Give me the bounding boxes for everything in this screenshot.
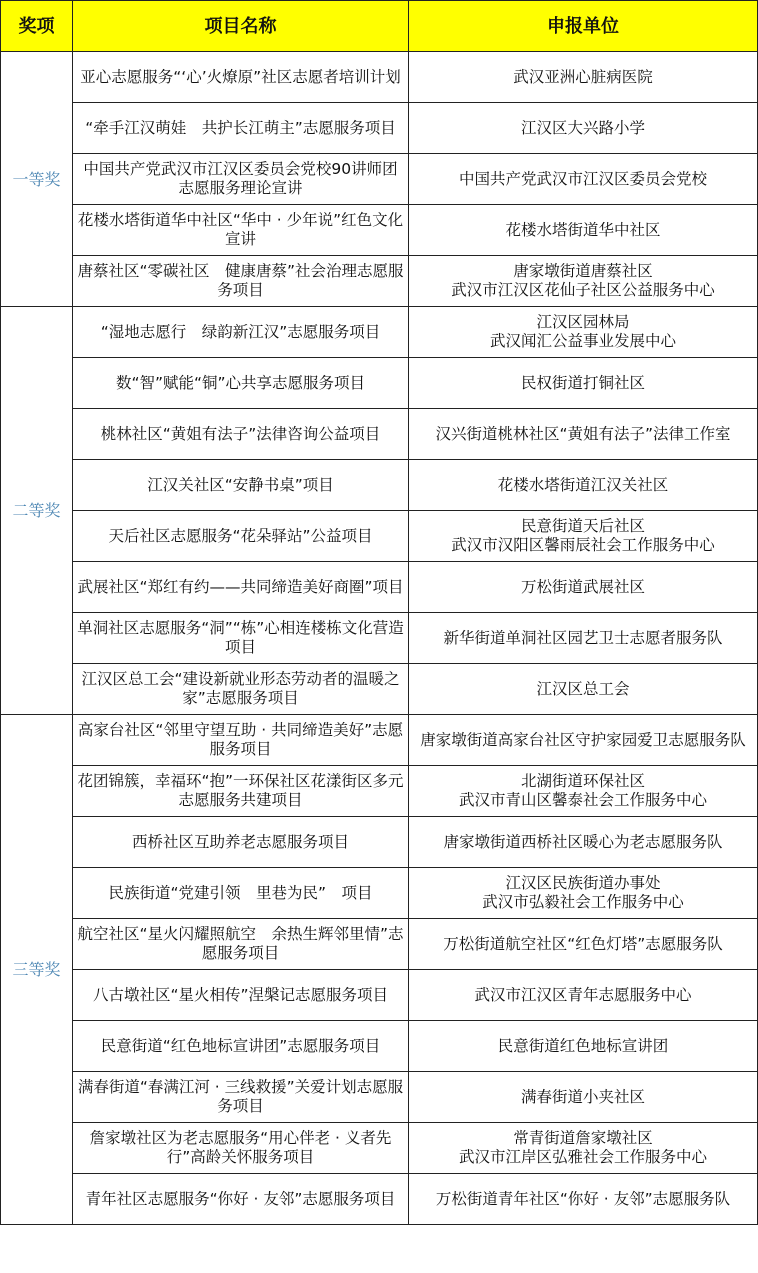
applicant-unit-cell: 唐家墩街道唐蔡社区 武汉市江汉区花仙子社区公益服务中心 (409, 256, 758, 307)
project-name-cell: 花楼水塔街道华中社区“华中 · 少年说”红色文化宣讲 (73, 205, 409, 256)
table-body (1, 52, 758, 1225)
table-row (1, 868, 758, 919)
table-row (1, 511, 758, 562)
table-row (1, 205, 758, 256)
project-name-cell: “牵手江汉萌娃 共护长江萌主”志愿服务项目 (73, 103, 409, 154)
applicant-unit-cell: 常青街道詹家墩社区 武汉市江岸区弘雅社会工作服务中心 (409, 1123, 758, 1174)
table-row (1, 256, 758, 307)
project-name-cell: 詹家墩社区为老志愿服务“用心伴老 · 义者先行”高龄关怀服务项目 (73, 1123, 409, 1174)
project-name-cell: 武展社区“郑红有约——共同缔造美好商圈”项目 (73, 562, 409, 613)
project-name-cell: 青年社区志愿服务“你好 · 友邻”志愿服务项目 (73, 1174, 409, 1225)
applicant-unit-cell: 江汉区总工会 (409, 664, 758, 715)
project-name-cell: 八古墩社区“星火相传”涅槃记志愿服务项目 (73, 970, 409, 1021)
applicant-unit-cell: 唐家墩街道西桥社区暖心为老志愿服务队 (409, 817, 758, 868)
table-row (1, 154, 758, 205)
project-name-cell: 民意街道“红色地标宣讲团”志愿服务项目 (73, 1021, 409, 1072)
project-name-cell: 天后社区志愿服务“花朵驿站”公益项目 (73, 511, 409, 562)
applicant-unit-cell: 江汉区园林局 武汉闻汇公益事业发展中心 (409, 307, 758, 358)
applicant-unit-cell: 武汉亚洲心脏病医院 (409, 52, 758, 103)
applicant-unit-cell: 汉兴街道桃林社区“黄姐有法子”法律工作室 (409, 409, 758, 460)
project-name-cell: 单洞社区志愿服务“洞”“栋”心相连楼栋文化营造项目 (73, 613, 409, 664)
applicant-unit-cell: 中国共产党武汉市江汉区委员会党校 (409, 154, 758, 205)
project-name-cell: 亚心志愿服务“‘心’火燎原”社区志愿者培训计划 (73, 52, 409, 103)
table-row (1, 613, 758, 664)
applicant-unit-cell: 新华街道单洞社区园艺卫士志愿者服务队 (409, 613, 758, 664)
header-row (1, 1, 758, 52)
project-name-cell: 高家台社区“邻里守望互助 · 共同缔造美好”志愿服务项目 (73, 715, 409, 766)
table-row (1, 460, 758, 511)
table-row (1, 562, 758, 613)
applicant-unit-cell: 万松街道航空社区“红色灯塔”志愿服务队 (409, 919, 758, 970)
project-name-cell: 江汉关社区“安静书桌”项目 (73, 460, 409, 511)
table-row (1, 52, 758, 103)
project-name-cell: 唐蔡社区“零碳社区 健康唐蔡”社会治理志愿服务项目 (73, 256, 409, 307)
applicant-unit-cell: 武汉市江汉区青年志愿服务中心 (409, 970, 758, 1021)
project-name-cell: 江汉区总工会“建设新就业形态劳动者的温暖之家”志愿服务项目 (73, 664, 409, 715)
applicant-unit-cell: 江汉区民族街道办事处 武汉市弘毅社会工作服务中心 (409, 868, 758, 919)
header-project-name: 项目名称 (73, 1, 409, 52)
project-name-cell: 数“智”赋能“铜”心共享志愿服务项目 (73, 358, 409, 409)
table-row (1, 103, 758, 154)
table-row (1, 817, 758, 868)
applicant-unit-cell: 万松街道武展社区 (409, 562, 758, 613)
applicant-unit-cell: 民意街道天后社区 武汉市汉阳区馨雨辰社会工作服务中心 (409, 511, 758, 562)
applicant-unit-cell: 北湖街道环保社区 武汉市青山区馨泰社会工作服务中心 (409, 766, 758, 817)
award-level-cell: 三等奖 (1, 715, 73, 1225)
project-name-cell: 航空社区“星火闪耀照航空 余热生辉邻里情”志愿服务项目 (73, 919, 409, 970)
project-name-cell: 桃林社区“黄姐有法子”法律咨询公益项目 (73, 409, 409, 460)
table-row (1, 919, 758, 970)
table-row (1, 307, 758, 358)
table-row (1, 766, 758, 817)
table-row (1, 1021, 758, 1072)
header-award: 奖项 (1, 1, 73, 52)
table-row (1, 664, 758, 715)
applicant-unit-cell: 民权街道打铜社区 (409, 358, 758, 409)
applicant-unit-cell: 万松街道青年社区“你好 · 友邻”志愿服务队 (409, 1174, 758, 1225)
applicant-unit-cell: 花楼水塔街道江汉关社区 (409, 460, 758, 511)
project-name-cell: 满春街道“春满江河 · 三线救援”关爱计划志愿服务项目 (73, 1072, 409, 1123)
project-name-cell: 中国共产党武汉市江汉区委员会党校90讲师团志愿服务理论宣讲 (73, 154, 409, 205)
project-name-cell: 西桥社区互助养老志愿服务项目 (73, 817, 409, 868)
table-row (1, 970, 758, 1021)
applicant-unit-cell: 花楼水塔街道华中社区 (409, 205, 758, 256)
table-row (1, 358, 758, 409)
project-name-cell: 花团锦簇，幸福环“抱”一环保社区花漾街区多元志愿服务共建项目 (73, 766, 409, 817)
applicant-unit-cell: 民意街道红色地标宣讲团 (409, 1021, 758, 1072)
applicant-unit-cell: 江汉区大兴路小学 (409, 103, 758, 154)
applicant-unit-cell: 满春街道小夹社区 (409, 1072, 758, 1123)
table-row (1, 409, 758, 460)
table-row (1, 1072, 758, 1123)
table-row (1, 715, 758, 766)
project-name-cell: 民族街道“党建引领 里巷为民” 项目 (73, 868, 409, 919)
table-row (1, 1174, 758, 1225)
award-level-cell: 二等奖 (1, 307, 73, 715)
award-level-cell: 一等奖 (1, 52, 73, 307)
applicant-unit-cell: 唐家墩街道高家台社区守护家园爱卫志愿服务队 (409, 715, 758, 766)
header-applicant-unit: 申报单位 (409, 1, 758, 52)
table-row (1, 1123, 758, 1174)
project-name-cell: “湿地志愿行 绿韵新江汉”志愿服务项目 (73, 307, 409, 358)
